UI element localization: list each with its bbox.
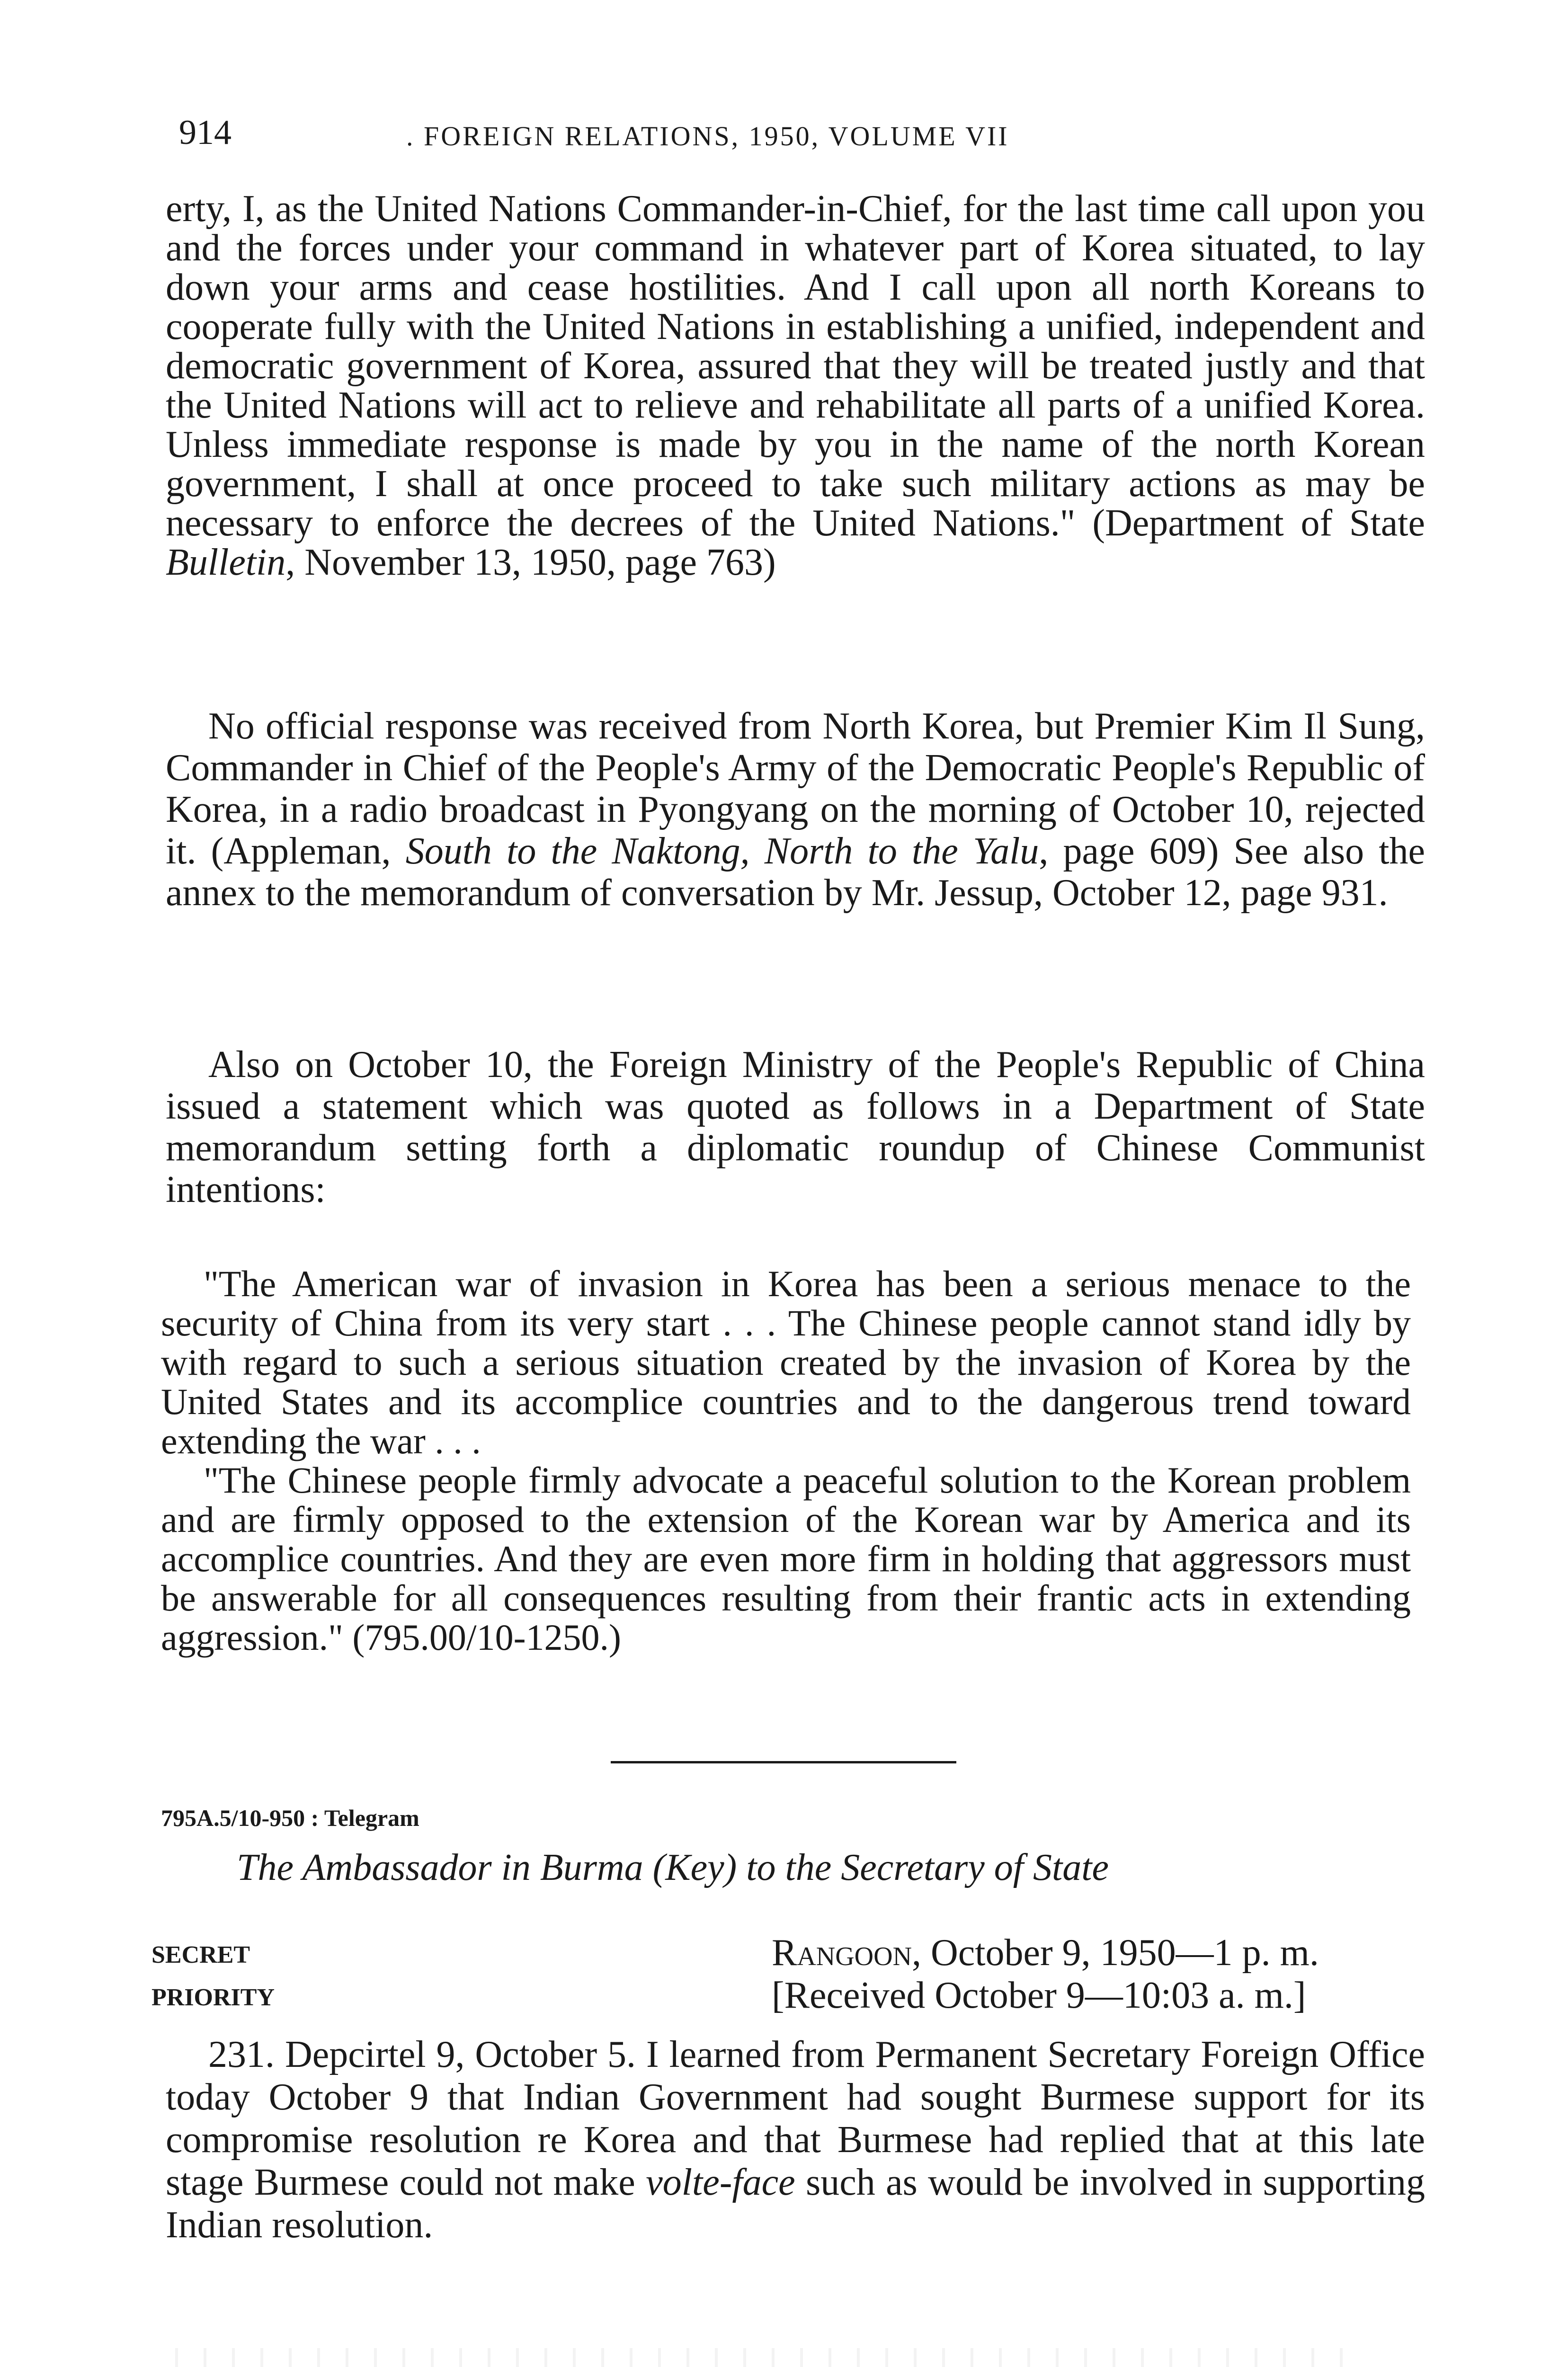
scan-artifact	[175, 2348, 1359, 2367]
document-title: The Ambassador in Burma (Key) to the Secretary of State	[237, 1847, 1109, 1888]
paragraph-response	[166, 705, 1425, 914]
paragraph-continuation	[166, 189, 1425, 582]
origin-place: Rangoon	[772, 1932, 912, 1974]
classification-label: SECRET	[151, 1941, 250, 1968]
document-reference: 795A.5/10-950 : Telegram	[161, 1805, 419, 1831]
telegram-body	[166, 2033, 1425, 2246]
bulletin-title: Bulletin	[166, 542, 286, 583]
paragraph-3: Also on October 10, the Foreign Ministry of the People's Republic of China issued a statement which was quoted as follows in a Department of State memorandum setting forth a diplomatic roundup of Chinese Communist intentions:	[166, 1044, 1425, 1210]
italic-term: volte-face	[646, 2162, 795, 2203]
quote-paragraph-2: "The Chinese people firmly advocate a peaceful solution to the Korean problem and are firmly opposed to the extension of the Korean war by America and its accomplice countries. And they are even more firm in holding that aggressors must be answerable for all consequences resulting from their frantic acts in extending aggression." (795.00/10-1250.)	[161, 1459, 1411, 1658]
page-header	[179, 109, 1419, 161]
paragraph-china-statement	[166, 1044, 1425, 1210]
telegram-paragraph: 231. Depcirtel 9, October 5. I learned from Permanent Secretary Foreign Office today October 9 that Indian Government had sought Burmese support for its compromise resolution re Korea and that Burmese had replied that at this late stage Burmese could not make volte-face such as would be involved in supporting Indian resolution.	[166, 2034, 1425, 2246]
origin-date-line	[772, 1931, 1319, 1974]
quotation-block	[161, 1264, 1411, 1657]
paragraph-1: erty, I, as the United Nations Commander-in-Chief, for the last time call upon you and the forces under your command in whatever part of Korea situated, to lay down your arms and cease hostilities. And I call upon all north Koreans to cooperate fully with the United Nations in establishing a unified, independent and democratic government of Korea, assured that they will be treated justly and that the United Nations will act to relieve and rehabilitate all parts of a unified Korea. Unless immediate response is made by you in the name of the north Korean government, I shall at once proceed to take such military actions as may be necessary to enforce the decrees of the United Nations." (Department of State Bulletin, November 13, 1950, page 763)	[166, 188, 1425, 583]
priority-label: PRIORITY	[151, 1984, 275, 2011]
book-title: South to the Naktong, North to the Yalu	[405, 830, 1039, 872]
running-title: . FOREIGN RELATIONS, 1950, VOLUME VII	[406, 121, 1009, 151]
quote-paragraph-1: "The American war of invasion in Korea has been a serious menace to the security of China from its very start . . . The Chinese people cannot stand idly by with regard to such a serious situation created by the invasion of Korea by the United States and its accomplice countries and to the dangerous trend toward extending the war . . .	[161, 1263, 1411, 1461]
date-line: , October 9, 1950—1 p. m.	[912, 1932, 1319, 1974]
page-number: 914	[179, 113, 232, 152]
received-line: [Received October 9—10:03 a. m.]	[772, 1975, 1306, 2016]
paragraph-2: No official response was received from North Korea, but Premier Kim Il Sung, Commander in Chief of the People's Army of the Democratic People's Republic of Korea, in a radio broadcast in Pyongyang on the morning of October 10, rejected it. (Appleman, South to the Naktong, North to the Yalu, page 609) See also the annex to the memorandum of conversation by Mr. Jessup, October 12, page 931.	[166, 705, 1425, 914]
section-divider	[611, 1761, 956, 1763]
